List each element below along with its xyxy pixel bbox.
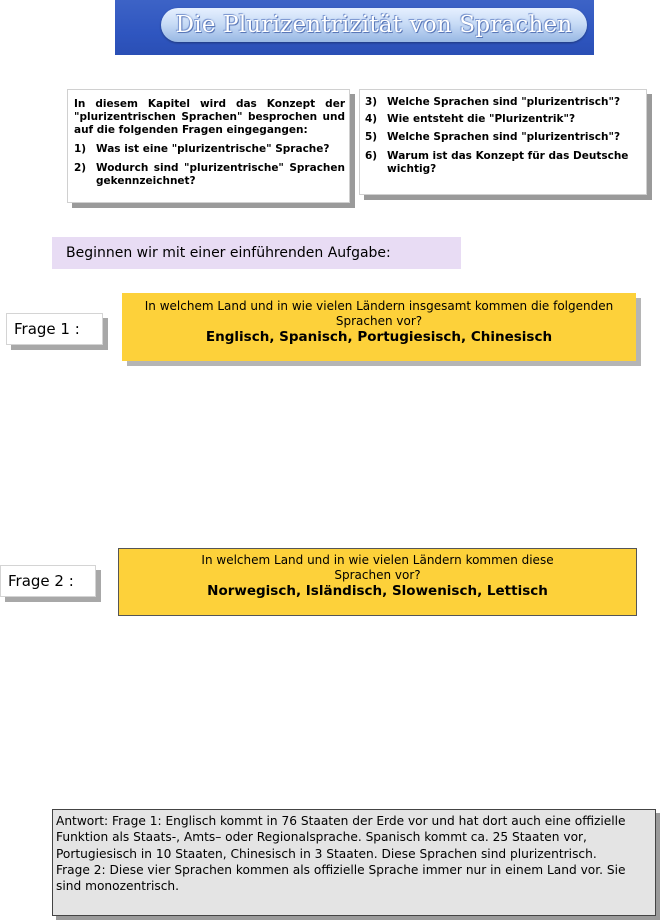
question-text: Welche Sprachen sind "plurizentrisch"? xyxy=(387,96,621,108)
intro-question-5 xyxy=(365,131,640,144)
subheading-text: Beginnen wir mit einer einführenden Aufgabe: xyxy=(66,245,391,261)
frage-1-label: Frage 1 : xyxy=(6,313,103,345)
frage-2-languages: Norwegisch, Isländisch, Slowenisch, Lettisch xyxy=(207,583,548,599)
question-text: Wodurch sind "plurizentrische" Sprachen gekennzeichnet? xyxy=(96,162,345,187)
title-banner xyxy=(115,0,594,55)
answer-frage-2: Frage 2: Diese vier Sprachen kommen als offizielle Sprache immer nur in einem Land vor. Sie sind monozentrisch. xyxy=(56,862,626,894)
frage-2-prompt: In welchem Land und in wie vielen Ländern kommen diese Sprachen vor? xyxy=(201,553,554,582)
page-title: Die Plurizentrizität von Sprachen xyxy=(175,12,573,38)
question-number: 2) xyxy=(74,162,87,174)
intro-box-left xyxy=(67,89,350,203)
question-text: Welche Sprachen sind "plurizentrisch"? xyxy=(387,131,621,143)
answer-frage-1: Antwort: Frage 1: Englisch kommt in 76 Staaten der Erde vor und hat dort auch eine offizielle Funktion als Staats-, Amts– oder Regionalsprache. Spanisch kommt ca. 25 Staaten vor, Portugiesisch in 10 Staaten, Chinesisch in 3 Staaten. Diese Sprachen sind plurizentrisch. xyxy=(56,814,626,861)
intro-box-right xyxy=(359,89,647,195)
intro-text: In diesem Kapitel wird das Konzept der "plurizentrischen Sprachen" besprochen und auf die folgenden Fragen eingegangen: xyxy=(74,98,345,136)
frage-2-label: Frage 2 : xyxy=(0,565,96,597)
question-text: Warum ist das Konzept für das Deutsche wichtig? xyxy=(387,150,629,175)
frage-2-box xyxy=(118,548,637,616)
intro-question-1 xyxy=(74,143,349,156)
question-number: 5) xyxy=(365,131,378,143)
answer-text xyxy=(56,813,654,894)
intro-question-2 xyxy=(74,162,345,188)
question-text: Was ist eine "plurizentrische" Sprache? xyxy=(96,143,330,155)
answer-box xyxy=(52,809,656,916)
question-number: 3) xyxy=(365,96,378,108)
question-number: 4) xyxy=(365,113,378,125)
intro-question-6 xyxy=(365,150,643,176)
frage-1-prompt: In welchem Land und in wie vielen Ländern insgesamt kommen die folgenden Sprachen vor? xyxy=(144,299,614,328)
question-number: 6) xyxy=(365,150,378,162)
intro-question-4 xyxy=(365,113,640,126)
frage-1-box xyxy=(122,293,636,361)
question-number: 1) xyxy=(74,143,87,155)
subheading-banner xyxy=(52,237,461,269)
frage-1-languages: Englisch, Spanisch, Portugiesisch, Chinesisch xyxy=(205,329,553,345)
intro-question-3 xyxy=(365,96,640,109)
question-text: Wie entsteht die "Plurizentrik"? xyxy=(387,113,576,125)
